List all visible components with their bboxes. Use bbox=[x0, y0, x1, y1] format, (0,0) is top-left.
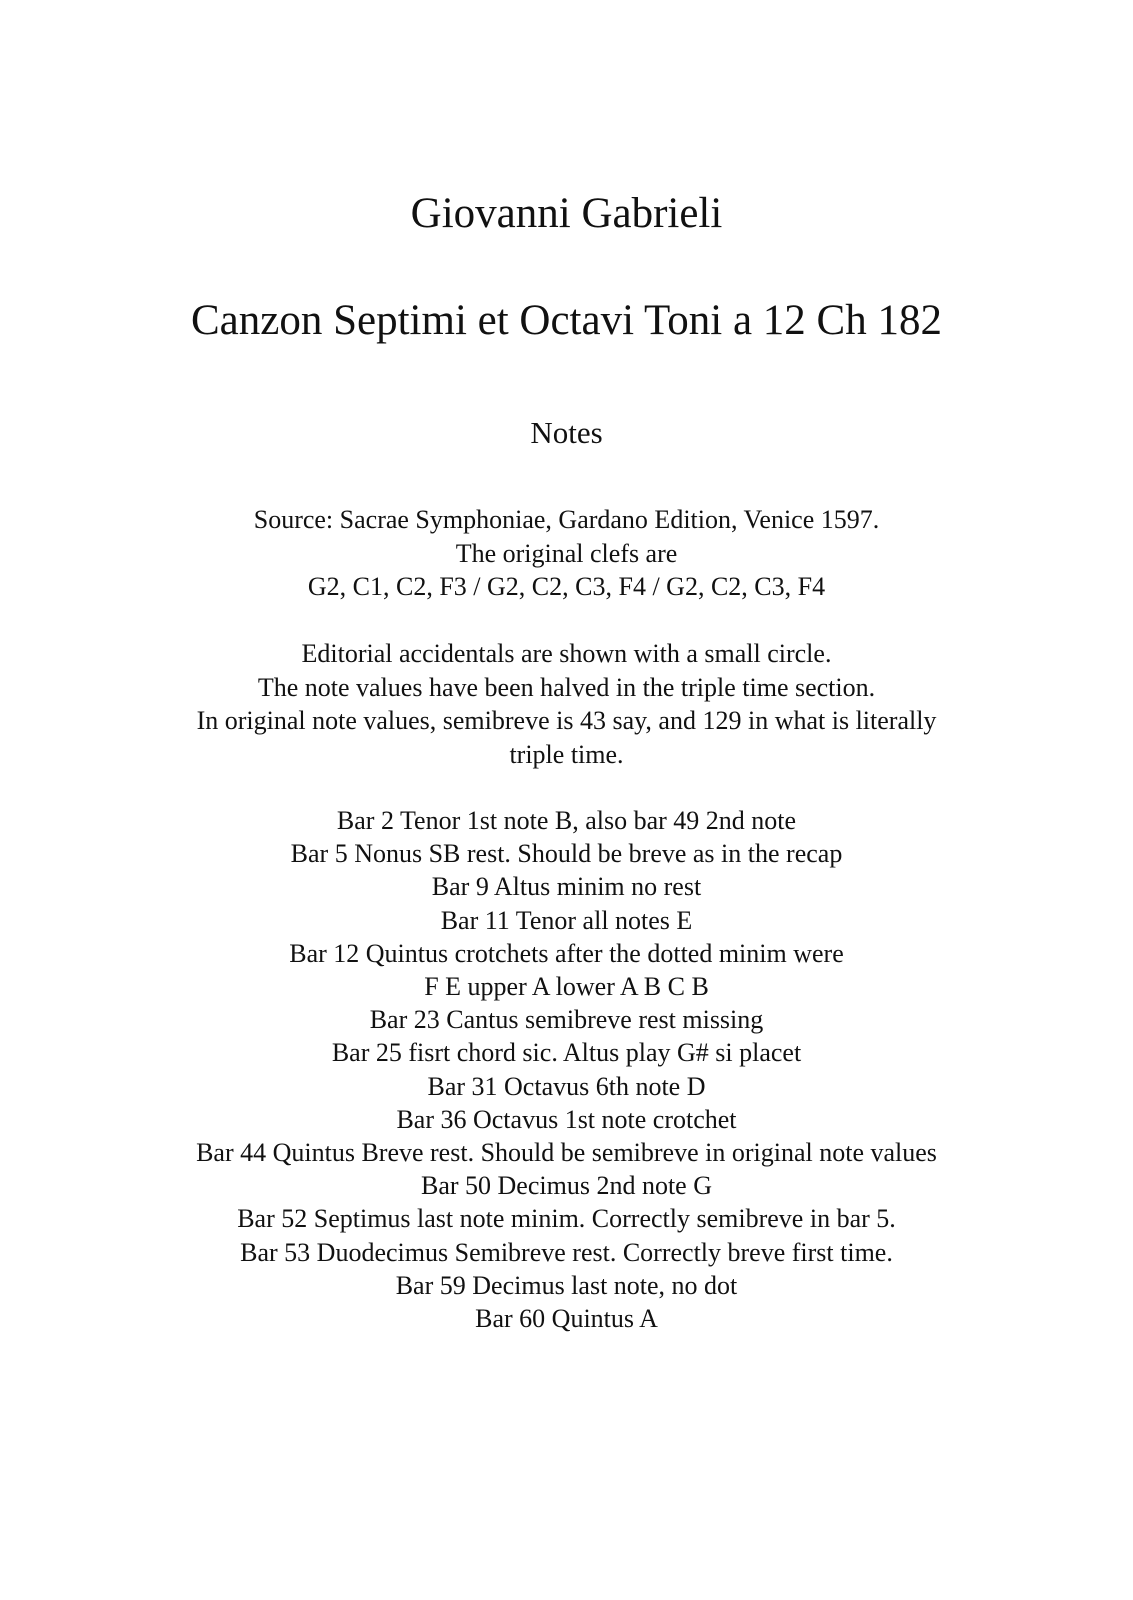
source-line: The original clefs are bbox=[455, 538, 678, 568]
errata-item: Bar 36 Octavus 1st note crotchet bbox=[396, 1104, 737, 1134]
editorial-line: Editorial accidentals are shown with a small circle. bbox=[301, 639, 832, 668]
composer-name: Giovanni Gabrieli bbox=[410, 190, 723, 237]
errata-item: Bar 31 Octavus 6th note D bbox=[427, 1071, 706, 1101]
errata-item: Bar 44 Quintus Breve rest. Should be semibreve in original note values bbox=[196, 1138, 937, 1168]
source-paragraph bbox=[0, 503, 1133, 604]
errata-item: Bar 5 Nonus SB rest. Should be breve as in the recap bbox=[290, 839, 843, 869]
editorial-line: The note values have been halved in the triple time section. bbox=[257, 672, 876, 702]
errata-item: Bar 9 Altus minim no rest bbox=[431, 872, 702, 902]
errata-item: Bar 59 Decimus last note, no dot bbox=[395, 1270, 738, 1300]
notes-heading: Notes bbox=[530, 415, 603, 450]
errata-item: Bar 25 fisrt chord sic. Altus play G# si placet bbox=[331, 1038, 802, 1068]
errata-item: Bar 60 Quintus A bbox=[475, 1304, 658, 1334]
errata-item: Bar 23 Cantus semibreve rest missing bbox=[369, 1005, 764, 1035]
errata-item: Bar 11 Tenor all notes E bbox=[440, 905, 693, 935]
editorial-paragraph bbox=[0, 637, 1133, 771]
editorial-line: triple time. bbox=[509, 739, 624, 769]
errata-item: Bar 2 Tenor 1st note B, also bar 49 2nd note bbox=[336, 806, 797, 835]
errata-item: Bar 12 Quintus crotchets after the dotted minim were bbox=[289, 938, 844, 968]
work-title: Canzon Septimi et Octavi Toni a 12 Ch 182 bbox=[191, 297, 942, 344]
editorial-line: In original note values, semibreve is 43 say, and 129 in what is literally bbox=[196, 706, 937, 735]
errata-item: Bar 53 Duodecimus Semibreve rest. Correctly breve first time. bbox=[240, 1237, 893, 1267]
errata-item: Bar 52 Septimus last note minim. Correctly semibreve in bar 5. bbox=[237, 1204, 896, 1234]
errata-list bbox=[0, 804, 1133, 1335]
source-line: G2, C1, C2, F3 / G2, C2, C3, F4 / G2, C2, C3, F4 bbox=[307, 572, 826, 601]
errata-item: Bar 50 Decimus 2nd note G bbox=[420, 1171, 712, 1201]
source-line: Source: Sacrae Symphoniae, Gardano Edition, Venice 1597. bbox=[253, 505, 880, 534]
errata-item: F E upper A lower A B C B bbox=[424, 972, 709, 1002]
